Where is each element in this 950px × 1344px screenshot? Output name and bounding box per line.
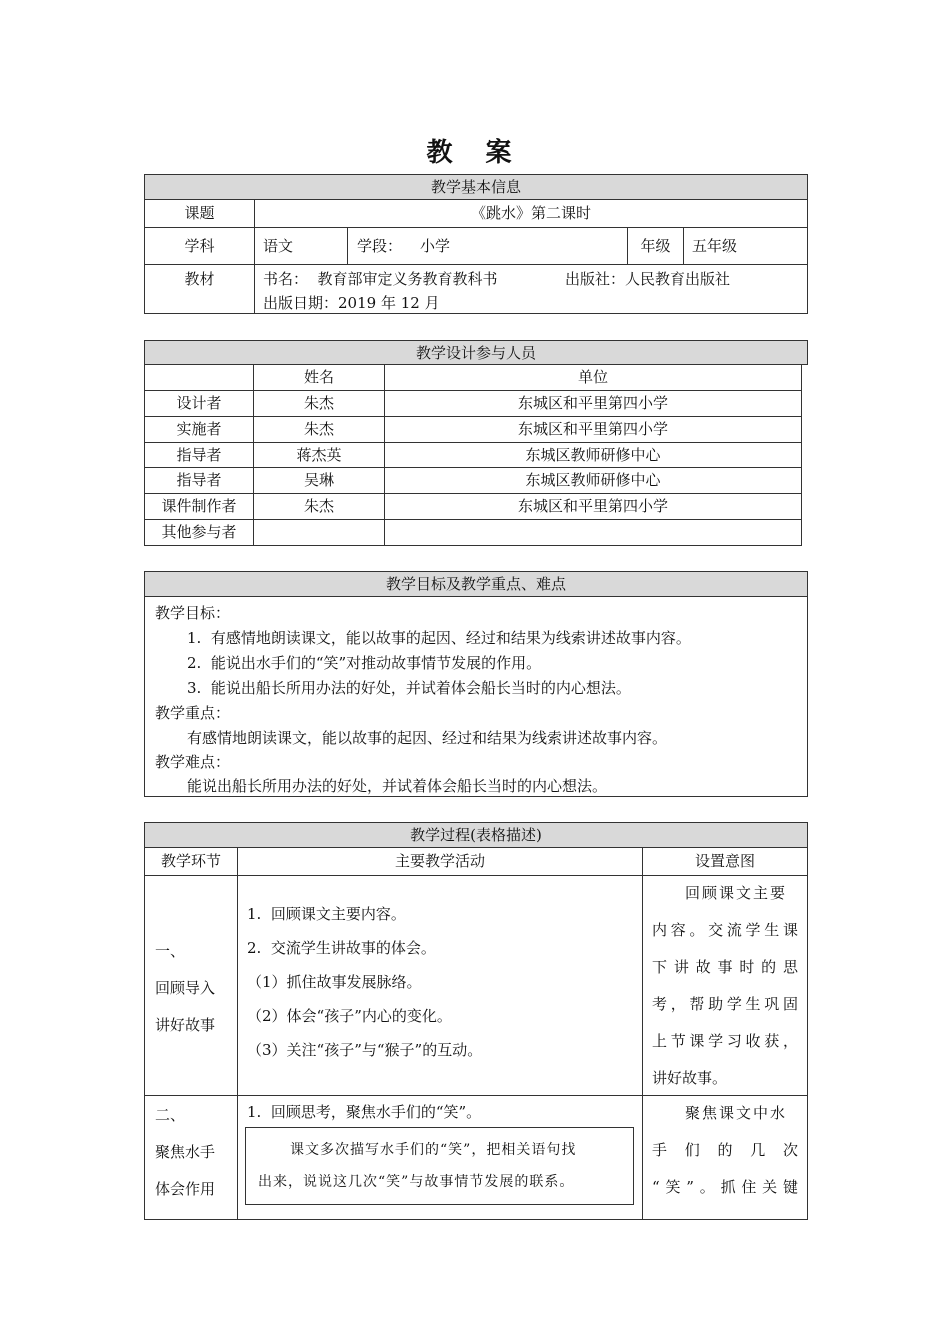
staff-row-unit: 东城区和平里第四小学 xyxy=(517,497,668,515)
intent-line: 下讲故事时的思 xyxy=(652,958,798,976)
stage-line: 体会作用 xyxy=(155,1180,216,1198)
textbook-label: 教材 xyxy=(184,270,215,288)
intent-line: 回顾课文主要 xyxy=(685,884,788,902)
subject-label: 学科 xyxy=(184,237,215,255)
difficulty-label: 教学难点： xyxy=(155,753,231,771)
stage-label: 学段： xyxy=(357,237,403,255)
staff-row-role: 指导者 xyxy=(176,446,222,464)
activity-item: 1. 回顾思考，聚焦水手们的“笑”。 xyxy=(247,1103,482,1121)
textbook-date: 出版日期：2019 年 12 月 xyxy=(263,294,440,312)
staff-row-role: 实施者 xyxy=(176,420,222,438)
goals-header: 教学目标及教学重点、难点 xyxy=(145,572,807,597)
key-point-label: 教学重点： xyxy=(155,704,231,722)
staff-row-name: 朱杰 xyxy=(303,497,334,515)
staff-row-unit: 东城区教师研修中心 xyxy=(525,471,661,489)
intent-line: “笑”。抓住关键 xyxy=(652,1178,798,1196)
discussion-box xyxy=(245,1127,634,1205)
goals-table xyxy=(144,571,808,797)
process-table xyxy=(144,822,808,1220)
col-activity: 主要教学活动 xyxy=(394,852,485,870)
stage-line: 二、 xyxy=(155,1106,186,1124)
intent-line: 内容。交流学生课 xyxy=(652,921,798,939)
basic-info-table xyxy=(144,174,808,314)
staff-row-unit: 东城区和平里第四小学 xyxy=(517,420,668,438)
stage-line: 讲好故事 xyxy=(155,1016,216,1034)
goal-item: 3. 能说出船长所用办法的好处，并试着体会船长当时的内心想法。 xyxy=(187,679,631,697)
intent-line: 手们的几次 xyxy=(652,1141,798,1159)
basic-info-header: 教学基本信息 xyxy=(145,175,807,200)
textbook-name: 书名： 教育部审定义务教育教科书 xyxy=(263,270,498,288)
grade-value: 五年级 xyxy=(692,237,738,255)
discussion-line: 出来，说说这几次“笑”与故事情节发展的联系。 xyxy=(258,1174,575,1190)
goal-item: 2. 能说出水手们的“笑”对推动故事情节发展的作用。 xyxy=(187,654,542,672)
goals-label: 教学目标： xyxy=(155,604,231,622)
grade-label: 年级 xyxy=(640,237,671,255)
intent-line: 上节课学习收获， xyxy=(652,1032,798,1050)
staff-col-unit: 单位 xyxy=(577,368,608,386)
staff-row-role: 课件制作者 xyxy=(161,497,237,515)
staff-row-name: 朱杰 xyxy=(303,394,334,412)
textbook-publisher: 出版社：人民教育出版社 xyxy=(565,270,731,288)
activity-item: （3）关注“孩子”与“猴子”的互动。 xyxy=(247,1041,483,1059)
staff-row-role: 其他参与者 xyxy=(161,523,237,541)
topic-value: 《跳水》第二课时 xyxy=(470,204,591,222)
intent-line: 讲好故事。 xyxy=(652,1069,728,1087)
staff-table xyxy=(144,365,802,546)
staff-row-unit: 东城区教师研修中心 xyxy=(525,446,661,464)
intent-line: 聚焦课文中水 xyxy=(685,1104,788,1122)
page-title: 教 案 xyxy=(426,138,524,168)
discussion-line: 课文多次描写水手们的“笑”，把相关语句找 xyxy=(290,1142,577,1158)
staff-row-name: 蒋杰英 xyxy=(296,446,342,464)
staff-row-name: 吴琳 xyxy=(303,471,334,489)
col-stage: 教学环节 xyxy=(160,852,221,870)
stage-line: 聚焦水手 xyxy=(155,1143,216,1161)
subject-value: 语文 xyxy=(263,237,294,255)
activity-item: 2. 交流学生讲故事的体会。 xyxy=(247,939,436,957)
intent-line: 考，帮助学生巩固 xyxy=(652,995,798,1013)
col-intent: 设置意图 xyxy=(694,852,755,870)
staff-header: 教学设计参与人员 xyxy=(144,340,808,365)
activity-item: （1）抓住故事发展脉络。 xyxy=(247,973,422,991)
activity-item: 1. 回顾课文主要内容。 xyxy=(247,905,406,923)
activity-item: （2）体会“孩子”内心的变化。 xyxy=(247,1007,452,1025)
process-header: 教学过程(表格描述) xyxy=(145,823,807,848)
staff-row-unit: 东城区和平里第四小学 xyxy=(517,394,668,412)
staff-col-name: 姓名 xyxy=(303,368,334,386)
topic-label: 课题 xyxy=(184,204,215,222)
staff-row-name: 朱杰 xyxy=(303,420,334,438)
key-point-text: 有感情地朗读课文，能以故事的起因、经过和结果为线索讲述故事内容。 xyxy=(187,729,668,747)
stage-value: 小学 xyxy=(420,237,451,255)
staff-row-role: 设计者 xyxy=(176,394,222,412)
goal-item: 1. 有感情地朗读课文，能以故事的起因、经过和结果为线索讲述故事内容。 xyxy=(187,629,691,647)
stage-line: 回顾导入 xyxy=(155,979,216,997)
stage-line: 一、 xyxy=(155,942,186,960)
staff-row-role: 指导者 xyxy=(176,471,222,489)
difficulty-text: 能说出船长所用办法的好处，并试着体会船长当时的内心想法。 xyxy=(187,777,608,795)
